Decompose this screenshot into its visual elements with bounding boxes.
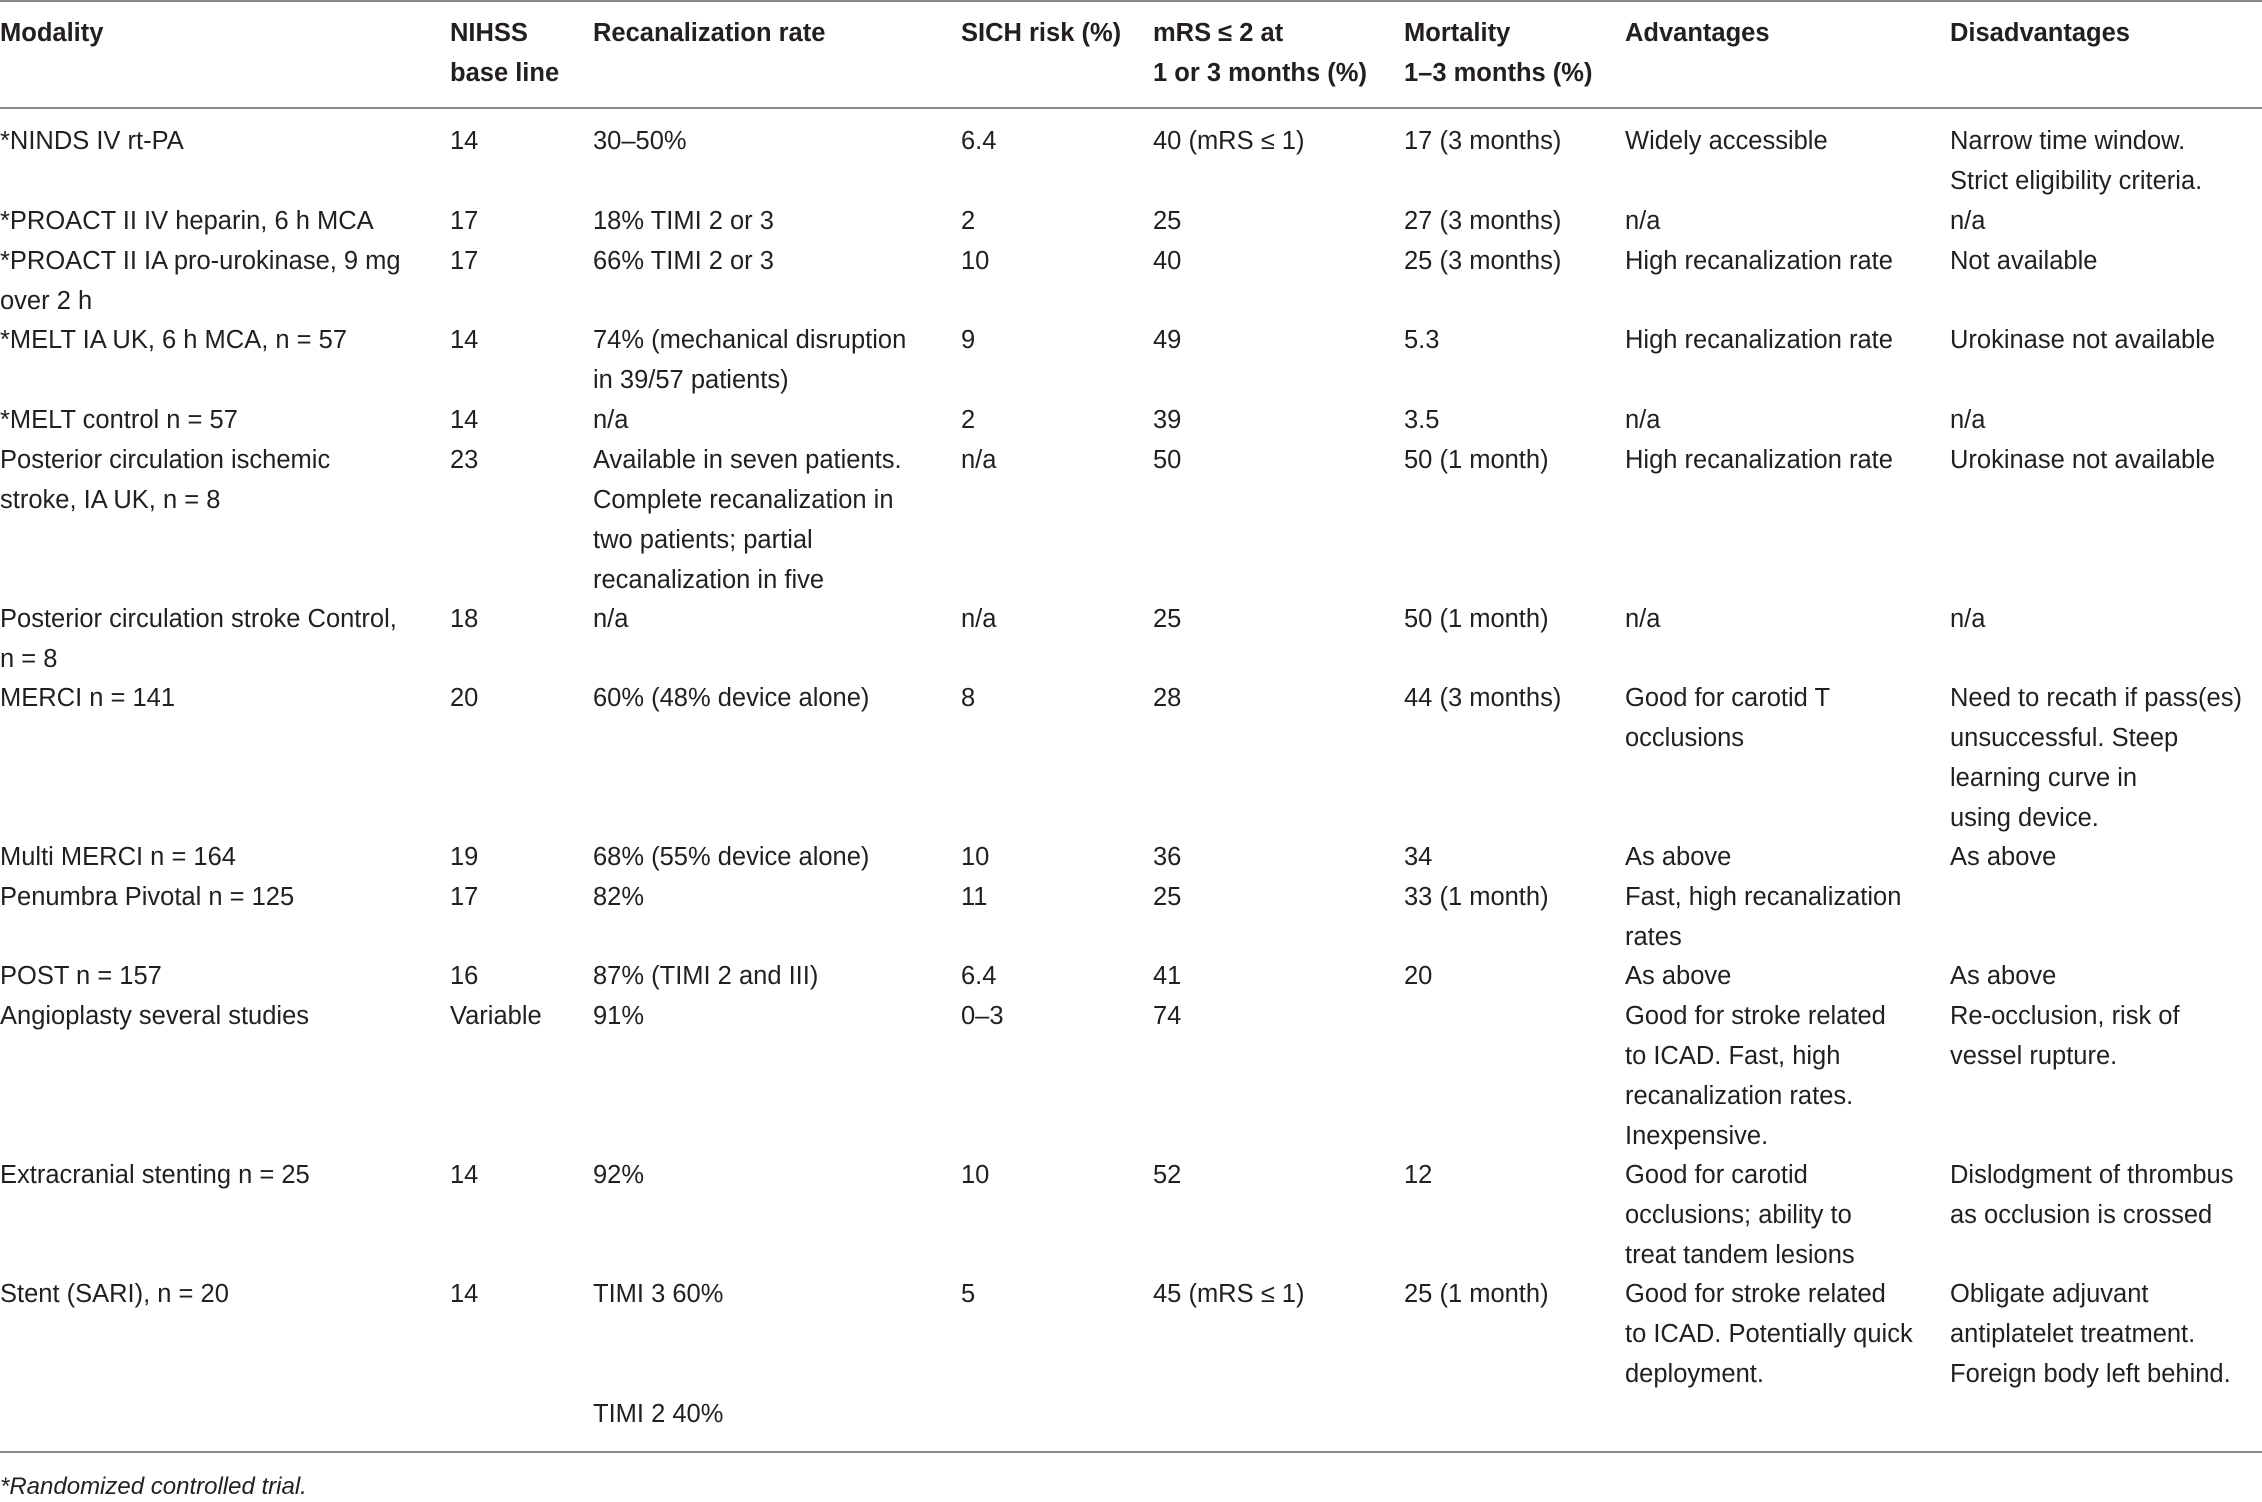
cell-sich: 0–3 bbox=[961, 1002, 1004, 1030]
cell-disadvantages: As above bbox=[1950, 962, 2057, 990]
header-sich: SICH risk (%) bbox=[961, 19, 1122, 47]
cell-mrs: 45 (mRS ≤ 1) bbox=[1153, 1280, 1305, 1308]
cell-mrs: 41 bbox=[1153, 962, 1182, 990]
header-mortality: Mortality 1–3 months (%) bbox=[1404, 19, 1593, 87]
cell-recanalization: 18% TIMI 2 or 3 bbox=[593, 207, 774, 235]
cell-recanalization: 87% (TIMI 2 and III) bbox=[593, 962, 819, 990]
cell-sich: 10 bbox=[961, 247, 990, 275]
cell-advantages: High recanalization rate bbox=[1625, 326, 1893, 354]
cell-mortality: 25 (3 months) bbox=[1404, 247, 1562, 275]
cell-modality: *PROACT II IA pro-urokinase, 9 mg over 2 h bbox=[0, 247, 401, 315]
cell-nihss: 14 bbox=[450, 127, 479, 155]
cell-mrs: 40 bbox=[1153, 247, 1182, 275]
cell-sich: 6.4 bbox=[961, 127, 997, 155]
cell-mortality: 25 (1 month) bbox=[1404, 1280, 1549, 1308]
cell-modality: *PROACT II IV heparin, 6 h MCA bbox=[0, 207, 374, 235]
cell-modality: *MELT control n = 57 bbox=[0, 406, 238, 434]
cell-advantages: Widely accessible bbox=[1625, 127, 1828, 155]
cell-disadvantages: Re-occlusion, risk of vessel rupture. bbox=[1950, 1002, 2180, 1070]
top-rule bbox=[0, 0, 2262, 2]
cell-sich: n/a bbox=[961, 446, 997, 474]
header-advantages: Advantages bbox=[1625, 19, 1770, 47]
cell-disadvantages: Dislodgment of thrombus as occlusion is crossed bbox=[1950, 1161, 2234, 1229]
header-nihss: NIHSS base line bbox=[450, 19, 560, 87]
cell-advantages: As above bbox=[1625, 843, 1732, 871]
cell-nihss: 17 bbox=[450, 247, 479, 275]
footnote: *Randomized controlled trial. bbox=[0, 1473, 307, 1500]
cell-disadvantages: As above bbox=[1950, 843, 2057, 871]
cell-disadvantages: n/a bbox=[1950, 207, 1986, 235]
cell-sich: 8 bbox=[961, 684, 976, 712]
cell-disadvantages: Urokinase not available bbox=[1950, 446, 2216, 474]
cell-disadvantages: n/a bbox=[1950, 605, 1986, 633]
cell-recanalization: 92% bbox=[593, 1161, 645, 1189]
cell-advantages: Good for carotid T occlusions bbox=[1625, 684, 1831, 752]
cell-mrs: 74 bbox=[1153, 1002, 1182, 1030]
cell-modality: Multi MERCI n = 164 bbox=[0, 843, 236, 871]
header-disadvantages: Disadvantages bbox=[1950, 19, 2130, 47]
cell-advantages: Good for carotid occlusions; ability to treat tandem lesions bbox=[1625, 1161, 1855, 1269]
cell-disadvantages: Urokinase not available bbox=[1950, 326, 2216, 354]
cell-mrs: 25 bbox=[1153, 207, 1182, 235]
cell-mrs: 40 (mRS ≤ 1) bbox=[1153, 127, 1305, 155]
cell-mrs: 28 bbox=[1153, 684, 1182, 712]
cell-disadvantages: n/a bbox=[1950, 406, 1986, 434]
cell-modality: Posterior circulation ischemic stroke, IA UK, n = 8 bbox=[0, 446, 331, 514]
cell-advantages: Fast, high recanalization rates bbox=[1625, 883, 1902, 951]
cell-sich: 2 bbox=[961, 207, 976, 235]
cell-advantages: Good for stroke related to ICAD. Fast, high recanalization rates. Inexpensive. bbox=[1625, 1002, 1886, 1150]
cell-recanalization: 66% TIMI 2 or 3 bbox=[593, 247, 774, 275]
cell-modality: Extracranial stenting n = 25 bbox=[0, 1161, 310, 1189]
cell-mortality: 12 bbox=[1404, 1161, 1433, 1189]
cell-recanalization: n/a bbox=[593, 605, 629, 633]
cell-disadvantages: Obligate adjuvant antiplatelet treatment. Foreign body left behind. bbox=[1950, 1280, 2231, 1388]
cell-mrs: 52 bbox=[1153, 1161, 1182, 1189]
cell-modality: *MELT IA UK, 6 h MCA, n = 57 bbox=[0, 326, 348, 354]
cell-modality: Stent (SARI), n = 20 bbox=[0, 1280, 229, 1308]
cell-recanalization: 74% (mechanical disruption in 39/57 patients) bbox=[593, 326, 907, 394]
cell-mortality: 50 (1 month) bbox=[1404, 605, 1549, 633]
cell-mrs: 25 bbox=[1153, 883, 1182, 911]
cell-disadvantages: Narrow time window. Strict eligibility criteria. bbox=[1950, 127, 2203, 195]
cell-sich: 2 bbox=[961, 406, 976, 434]
cell-mortality: 3.5 bbox=[1404, 406, 1440, 434]
cell-sich: 6.4 bbox=[961, 962, 997, 990]
cell-mortality: 27 (3 months) bbox=[1404, 207, 1562, 235]
cell-disadvantages: Not available bbox=[1950, 247, 2098, 275]
cell-mortality: 50 (1 month) bbox=[1404, 446, 1549, 474]
cell-recanalization: 68% (55% device alone) bbox=[593, 843, 870, 871]
cell-advantages: Good for stroke related to ICAD. Potentially quick deployment. bbox=[1625, 1280, 1913, 1388]
cell-nihss: 14 bbox=[450, 406, 479, 434]
cell-recanalization: 82% bbox=[593, 883, 645, 911]
cell-advantages: n/a bbox=[1625, 605, 1661, 633]
cell-mortality: 44 (3 months) bbox=[1404, 684, 1562, 712]
cell-recanalization: 30–50% bbox=[593, 127, 687, 155]
cell-mrs: 36 bbox=[1153, 843, 1182, 871]
cell-sich: n/a bbox=[961, 605, 997, 633]
cell-mrs: 39 bbox=[1153, 406, 1182, 434]
cell-sich: 5 bbox=[961, 1280, 976, 1308]
cell-recanalization: 60% (48% device alone) bbox=[593, 684, 870, 712]
cell-mortality: 34 bbox=[1404, 843, 1433, 871]
cell-modality: POST n = 157 bbox=[0, 962, 162, 990]
cell-recanalization: TIMI 3 60% TIMI 2 40% bbox=[593, 1280, 724, 1428]
header-mrs: mRS ≤ 2 at 1 or 3 months (%) bbox=[1153, 19, 1367, 87]
header-modality: Modality bbox=[0, 19, 104, 47]
cell-modality: Penumbra Pivotal n = 125 bbox=[0, 883, 295, 911]
cell-nihss: 19 bbox=[450, 843, 479, 871]
header-rule bbox=[0, 107, 2262, 109]
cell-nihss: 14 bbox=[450, 326, 479, 354]
cell-modality: Posterior circulation stroke Control, n = 8 bbox=[0, 605, 397, 673]
cell-modality: MERCI n = 141 bbox=[0, 684, 176, 712]
cell-nihss: 23 bbox=[450, 446, 479, 474]
cell-sich: 10 bbox=[961, 843, 990, 871]
cell-nihss: 14 bbox=[450, 1280, 479, 1308]
cell-advantages: As above bbox=[1625, 962, 1732, 990]
cell-mrs: 50 bbox=[1153, 446, 1182, 474]
cell-nihss: 14 bbox=[450, 1161, 479, 1189]
cell-mrs: 49 bbox=[1153, 326, 1182, 354]
cell-mortality: 5.3 bbox=[1404, 326, 1440, 354]
cell-recanalization: 91% bbox=[593, 1002, 645, 1030]
cell-nihss: 18 bbox=[450, 605, 479, 633]
cell-sich: 10 bbox=[961, 1161, 990, 1189]
cell-sich: 11 bbox=[961, 883, 988, 911]
bottom-rule bbox=[0, 1451, 2262, 1453]
header-recanalization: Recanalization rate bbox=[593, 19, 826, 47]
cell-recanalization: Available in seven patients. Complete recanalization in two patients; partial recanalization in five bbox=[593, 446, 902, 594]
cell-advantages: High recanalization rate bbox=[1625, 446, 1893, 474]
cell-sich: 9 bbox=[961, 326, 976, 354]
cell-nihss: Variable bbox=[450, 1002, 542, 1030]
cell-disadvantages: Need to recath if pass(es) unsuccessful. Steep learning curve in using device. bbox=[1950, 684, 2242, 832]
cell-modality: Angioplasty several studies bbox=[0, 1002, 310, 1030]
cell-mrs: 25 bbox=[1153, 605, 1182, 633]
cell-nihss: 17 bbox=[450, 883, 479, 911]
cell-nihss: 16 bbox=[450, 962, 479, 990]
cell-mortality: 33 (1 month) bbox=[1404, 883, 1549, 911]
cell-mortality: 20 bbox=[1404, 962, 1433, 990]
cell-modality: *NINDS IV rt-PA bbox=[0, 127, 184, 155]
cell-advantages: High recanalization rate bbox=[1625, 247, 1893, 275]
cell-mortality: 17 (3 months) bbox=[1404, 127, 1562, 155]
cell-recanalization: n/a bbox=[593, 406, 629, 434]
cell-advantages: n/a bbox=[1625, 406, 1661, 434]
cell-advantages: n/a bbox=[1625, 207, 1661, 235]
cell-nihss: 17 bbox=[450, 207, 479, 235]
cell-nihss: 20 bbox=[450, 684, 479, 712]
